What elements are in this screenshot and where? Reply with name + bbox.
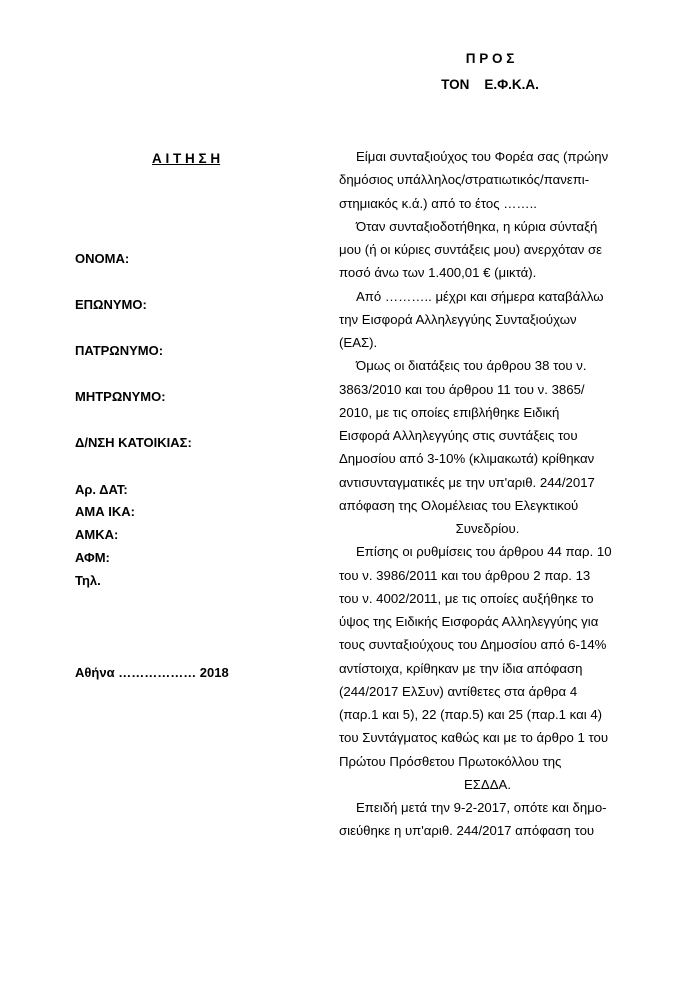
body-line: ύψος της Ειδικής Εισφοράς Αλληλεγγύης για (339, 614, 599, 629)
body-line: του ν. 3986/2011 και του άρθρου 2 παρ. 13 (339, 567, 591, 583)
body-line: σιεύθηκε η υπ'αριθ. 244/2017 απόφαση του (339, 823, 595, 839)
surname-field-label: ΕΠΩΝΥΜΟ: (75, 297, 147, 312)
body-line: Όμως οι διατάξεις του άρθρου 38 του ν. (356, 358, 587, 374)
body-line: Συνεδρίου. (455, 521, 520, 536)
address-field-label: Δ/ΝΣΗ ΚΑΤΟΙΚΙΑΣ: (75, 435, 192, 450)
body-line: Από ……….. μέχρι και σήμερα καταβάλλω (356, 288, 604, 304)
afm-field-label: ΑΦΜ: (75, 550, 110, 565)
document-title: Α Ι Τ Η Σ Η (152, 151, 221, 166)
ika-field-label: ΑΜΑ ΙΚΑ: (75, 504, 135, 519)
recipient-prefix: Π Ρ Ο Σ (465, 51, 515, 66)
body-line: στημιακός κ.ά.) από το έτος …….. (339, 195, 537, 211)
date-line: Αθήνα ……………… 2018 (75, 665, 229, 680)
body-line: δημόσιος υπάλληλος/στρατιωτικός/πανεπι- (339, 172, 590, 188)
body-line: απόφαση της Ολομέλειας του Ελεγκτικού (339, 497, 579, 513)
father-name-field-label: ΠΑΤΡΩΝΥΜΟ: (75, 343, 164, 358)
body-line: αντισυνταγματικές με την υπ'αριθ. 244/2017 (339, 474, 595, 490)
body-line: του Συντάγματος καθώς και με το άρθρο 1 του (339, 730, 609, 746)
recipient-name: ΤΟΝ Ε.Φ.Κ.Α. (441, 77, 539, 92)
body-line: Επίσης οι ρυθμίσεις του άρθρου 44 παρ. 10 (356, 544, 612, 560)
body-line: Όταν συνταξιοδοτήθηκα, η κύρια σύνταξή (356, 218, 598, 234)
body-line: Είμαι συνταξιούχος του Φορέα σας (πρώην (356, 149, 609, 164)
name-field-label: ΟΝΟΜΑ: (75, 251, 130, 266)
body-line: (ΕΑΣ). (339, 335, 378, 350)
mother-name-field-label: ΜΗΤΡΩΝΥΜΟ: (75, 389, 166, 404)
body-line: Εισφορά Αλληλεγγύης στις συντάξεις του (339, 428, 578, 443)
request-body (339, 145, 636, 843)
body-line: (παρ.1 και 5), 22 (παρ.5) και 25 (παρ.1 και 4) (339, 707, 603, 722)
body-line: ποσό άνω των 1.400,01 € (μικτά). (339, 265, 537, 281)
body-line: αντίστοιχα, κρίθηκαν με την ίδια απόφαση (339, 660, 583, 676)
body-line: του ν. 4002/2011, με τις οποίες αυξήθηκε το (339, 590, 594, 606)
amka-field-label: ΑΜΚΑ: (75, 527, 119, 542)
body-line: τους συνταξιούχους του Δημοσίου από 6-14% (339, 637, 607, 653)
body-line: 3863/2010 και του άρθρου 11 του ν. 3865/ (339, 381, 585, 397)
body-line: Δημοσίου από 3-10% (κλιμακωτά) κρίθηκαν (339, 451, 595, 467)
body-line: ΕΣΔΔΑ. (463, 776, 512, 792)
body-line: μου (ή οι κύριες συντάξεις μου) ανερχόταν σε (339, 242, 603, 257)
body-line: Επειδή μετά την 9-2-2017, οπότε και δημο- (356, 800, 607, 815)
body-line: Πρώτου Πρόσθετου Πρωτοκόλλου της (339, 753, 562, 769)
phone-field-label: Τηλ. (75, 573, 101, 588)
body-line: την Εισφορά Αλληλεγγύης Συνταξιούχων (339, 311, 577, 327)
id-number-field-label: Αρ. ΔΑΤ: (75, 482, 128, 497)
body-line: (244/2017 ΕλΣυν) αντίθετες στα άρθρα 4 (339, 683, 578, 699)
body-line: 2010, με τις οποίες επιβλήθηκε Ειδική (339, 404, 560, 420)
